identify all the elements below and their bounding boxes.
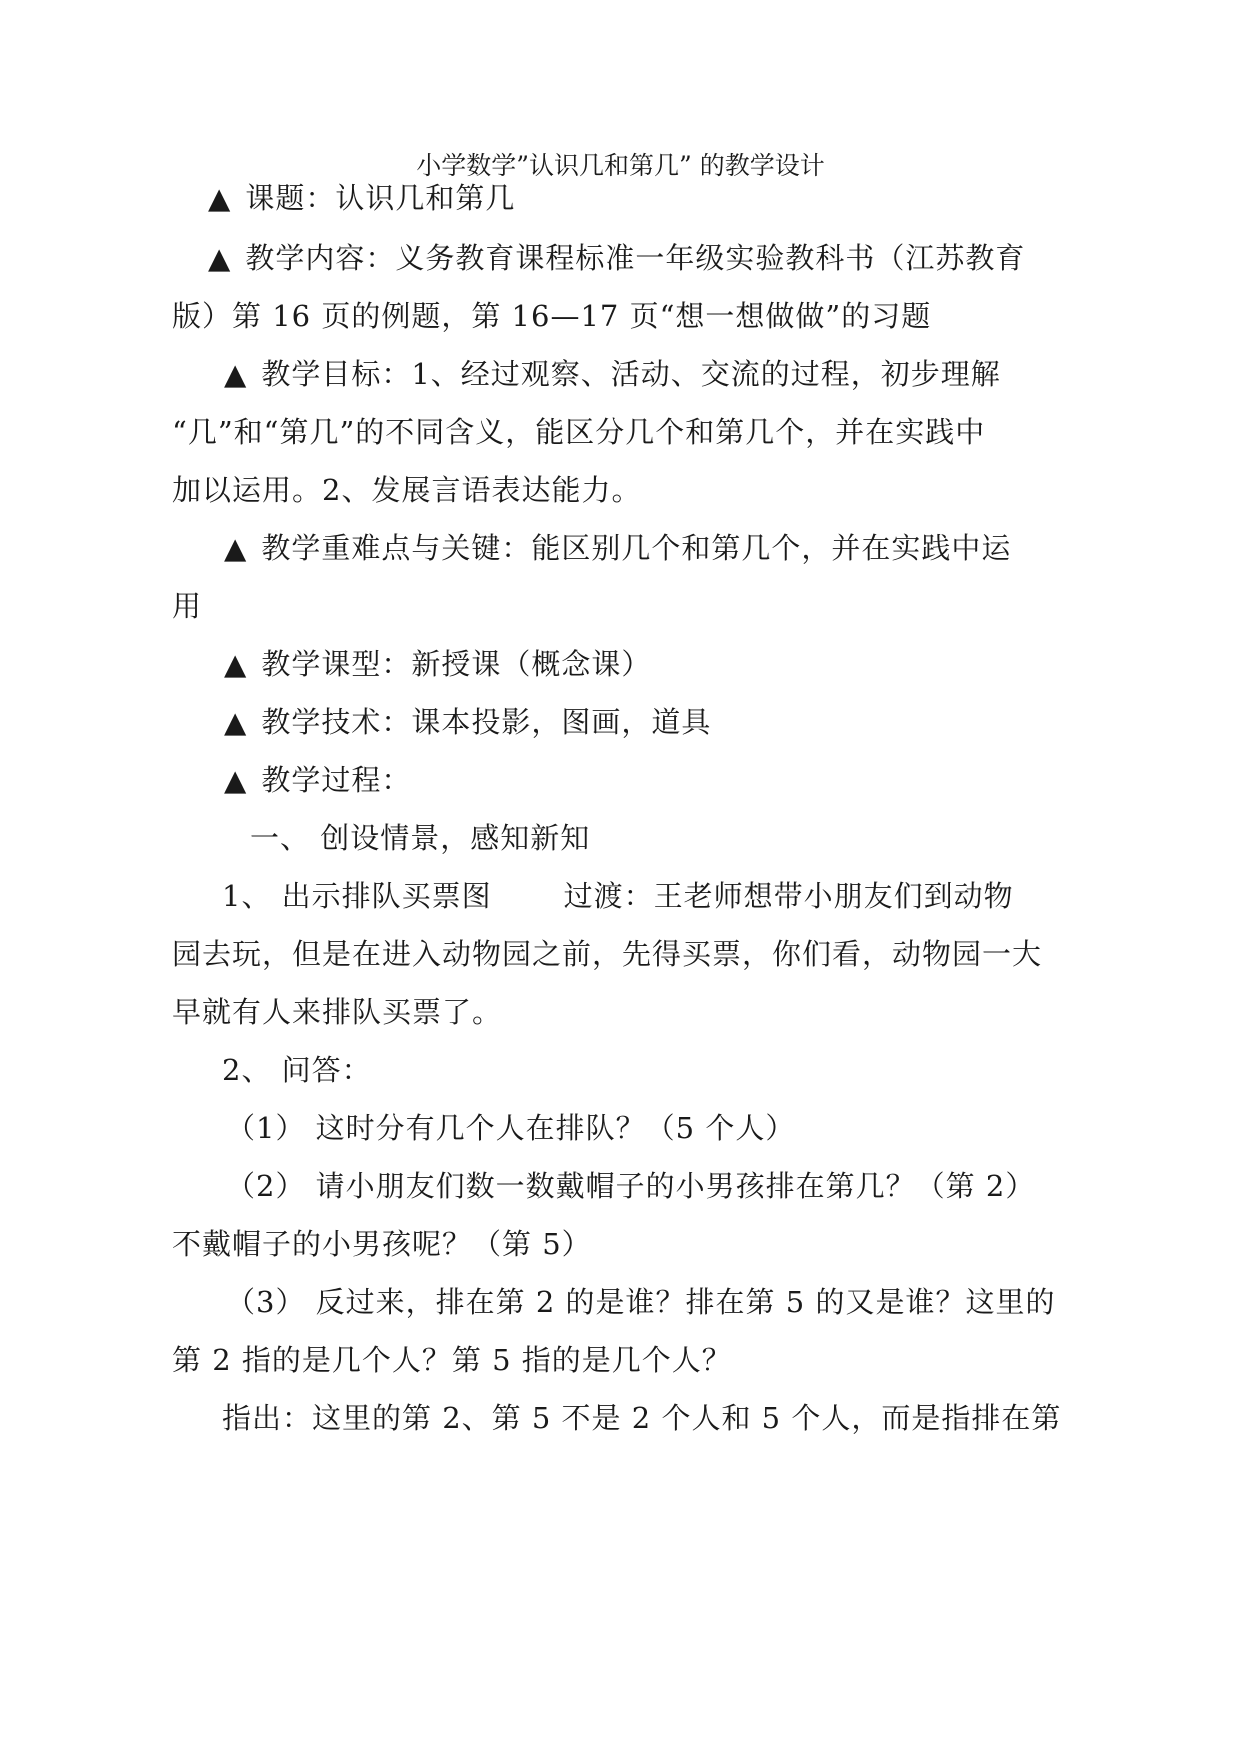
goals-line-2: “几”和“第几”的不同含义，能区分几个和第几个，并在实践中 bbox=[172, 415, 986, 449]
question3-line-1: （3） 反过来，排在第 2 的是谁？排在第 5 的又是谁？这里的 bbox=[226, 1285, 1056, 1319]
triangle-bullet-icon: ▲ bbox=[224, 357, 248, 391]
question2-line-2: 不戴帽子的小男孩呢？（第 5） bbox=[172, 1227, 592, 1261]
goals-text-1: 教学目标：1、经过观察、活动、交流的过程，初步理解 bbox=[261, 357, 1001, 391]
triangle-bullet-icon: ▲ bbox=[224, 647, 248, 681]
step1-transition: 过渡：王老师想带小朋友们到动物 bbox=[563, 879, 1014, 913]
step1-line-3: 早就有人来排队买票了。 bbox=[172, 995, 503, 1029]
section-heading: 一、 创设情景，感知新知 bbox=[250, 821, 591, 855]
document-title: 小学数学”认识几和第几” 的教学设计 bbox=[416, 151, 825, 180]
goals-line-3: 加以运用。2、发展言语表达能力。 bbox=[172, 473, 642, 507]
triangle-bullet-icon: ▲ bbox=[208, 241, 232, 275]
process-line bbox=[224, 760, 411, 800]
goals-line-1 bbox=[224, 354, 1001, 394]
triangle-bullet-icon: ▲ bbox=[224, 763, 248, 797]
topic-line bbox=[208, 178, 515, 218]
lesson-type-text: 教学课型：新授课（概念课） bbox=[261, 647, 652, 681]
step1-line-2: 园去玩，但是在进入动物园之前，先得买票，你们看，动物园一大 bbox=[172, 937, 1043, 971]
keypoints-text-1: 教学重难点与关键：能区别几个和第几个，并在实践中运 bbox=[261, 531, 1012, 565]
keypoints-line-1 bbox=[224, 528, 1011, 568]
content-text-1: 教学内容：义务教育课程标准一年级实验教科书（江苏教育 bbox=[245, 241, 1026, 275]
content-line-1 bbox=[208, 238, 1025, 278]
step1-label: 1、 出示排队买票图 bbox=[222, 879, 492, 913]
question3-line-2: 第 2 指的是几个人？第 5 指的是几个人？ bbox=[172, 1343, 732, 1377]
step1-line-1 bbox=[222, 876, 1014, 916]
triangle-bullet-icon: ▲ bbox=[224, 705, 248, 739]
content-line-2: 版）第 16 页的例题，第 16—17 页“想一想做做”的习题 bbox=[172, 299, 932, 333]
keypoints-line-2: 用 bbox=[172, 589, 203, 623]
topic-text: 课题：认识几和第几 bbox=[245, 181, 516, 215]
question1-line: （1） 这时分有几个人在排队？（5 个人） bbox=[226, 1111, 796, 1145]
triangle-bullet-icon: ▲ bbox=[208, 181, 232, 215]
technology-text: 教学技术：课本投影，图画，道具 bbox=[261, 705, 712, 739]
triangle-bullet-icon: ▲ bbox=[224, 531, 248, 565]
process-text: 教学过程： bbox=[261, 763, 412, 797]
question2-line-1: （2） 请小朋友们数一数戴帽子的小男孩排在第几？（第 2） bbox=[226, 1169, 1036, 1203]
technology-line bbox=[224, 702, 711, 742]
lesson-type-line bbox=[224, 644, 651, 684]
note-line: 指出：这里的第 2、第 5 不是 2 个人和 5 个人，而是指排在第 bbox=[222, 1401, 1062, 1435]
step2-line: 2、 问答： bbox=[222, 1053, 372, 1087]
